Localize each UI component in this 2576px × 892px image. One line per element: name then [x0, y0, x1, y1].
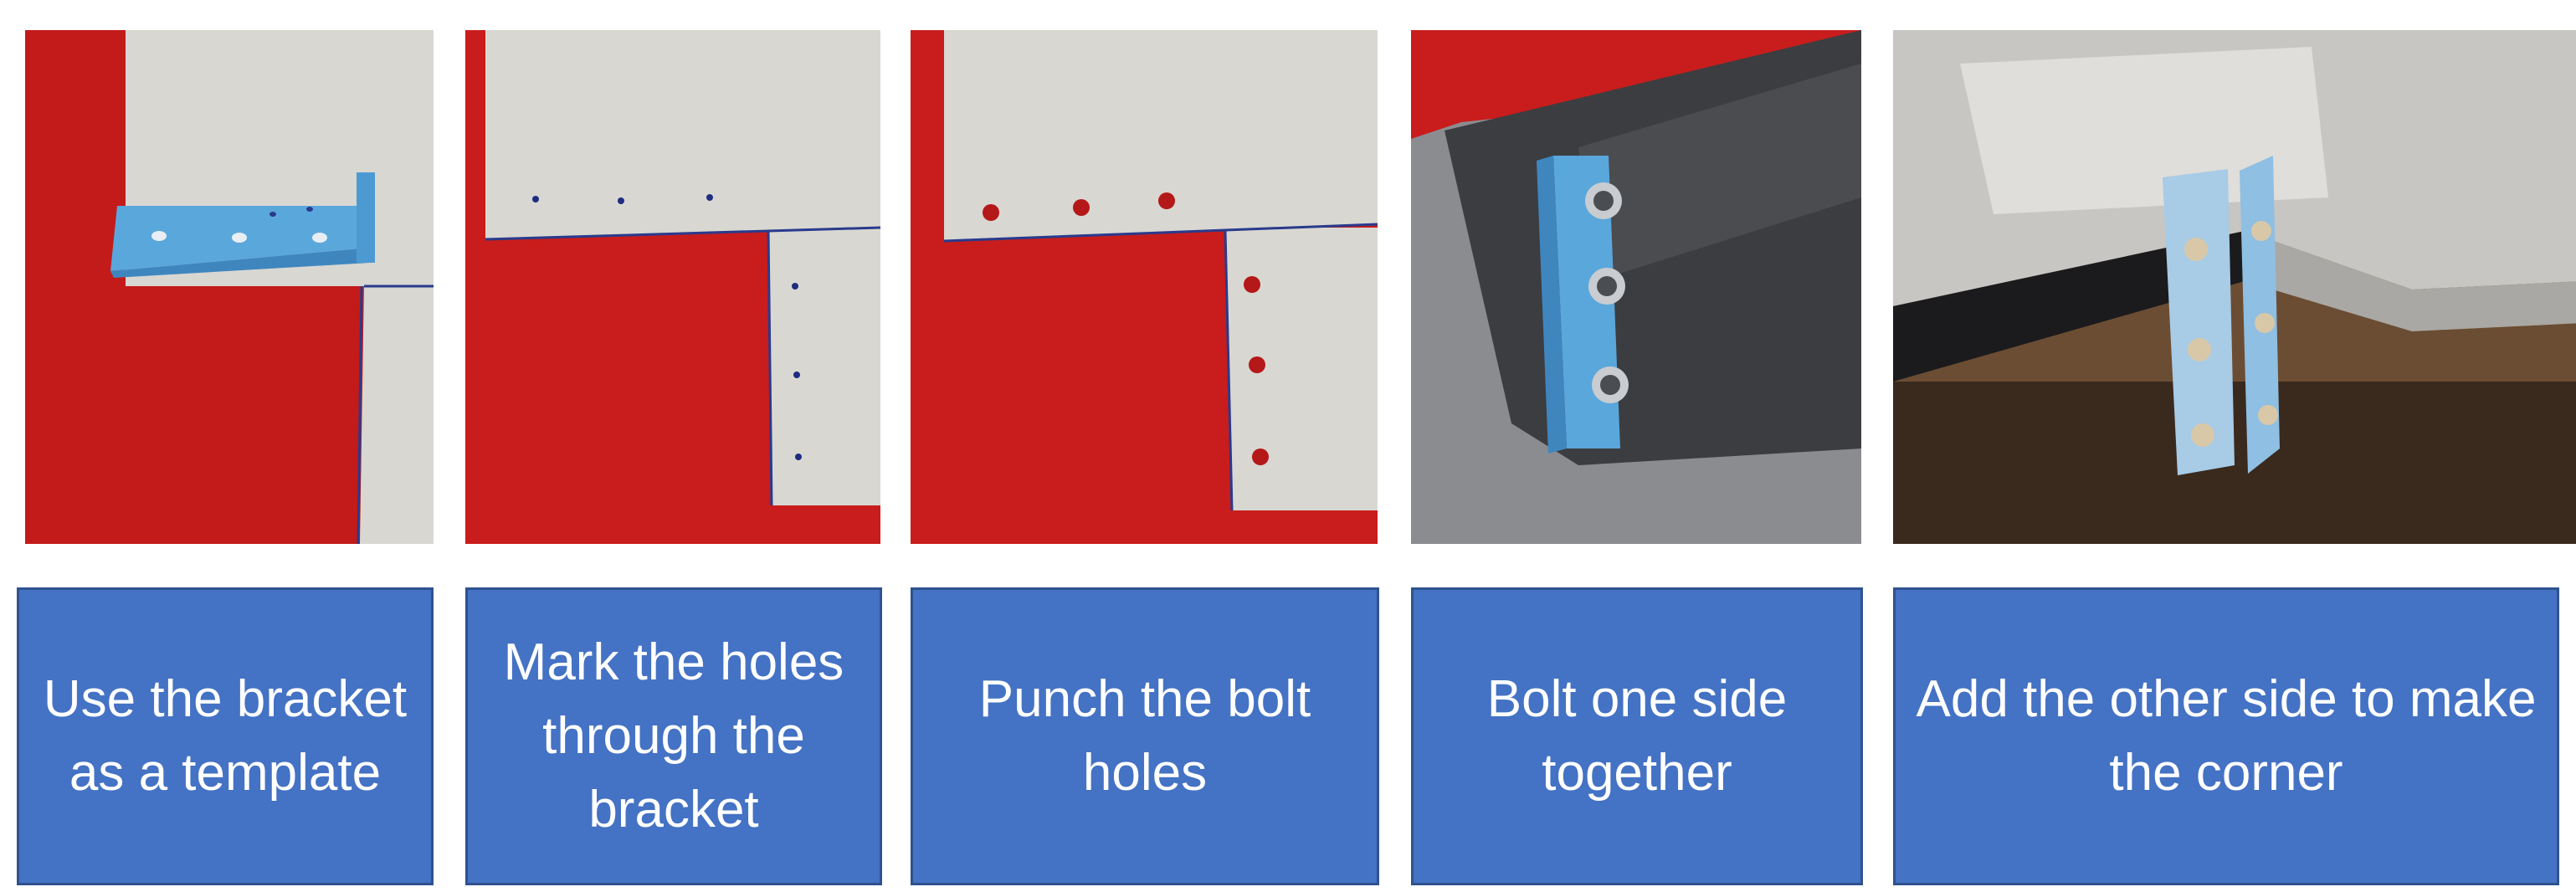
punched-holes-photo [911, 30, 1378, 544]
step-1-caption-text: Use the bracket as a template [43, 670, 408, 802]
step-3-caption [911, 587, 1379, 885]
step-1-photo [25, 30, 434, 544]
step-4-caption-text: Bolt one side together [1486, 670, 1788, 802]
step-2-photo [465, 30, 880, 544]
bracket-template-photo [25, 30, 434, 544]
step-5-photo [1893, 30, 2576, 544]
step-5-caption-text: Add the other side to make the corner [1916, 670, 2537, 802]
bolted-side-photo [1411, 30, 1861, 544]
marked-holes-photo [465, 30, 880, 544]
step-3-photo [911, 30, 1378, 544]
step-1-caption [17, 587, 434, 885]
step-2-caption [465, 587, 882, 885]
step-5-caption [1893, 587, 2559, 885]
step-4-photo [1411, 30, 1861, 544]
finished-corner-photo [1893, 30, 2576, 544]
step-3-caption-text: Punch the bolt holes [978, 670, 1311, 802]
step-4-caption [1411, 587, 1863, 885]
step-2-caption-text: Mark the holes through the bracket [503, 633, 844, 838]
